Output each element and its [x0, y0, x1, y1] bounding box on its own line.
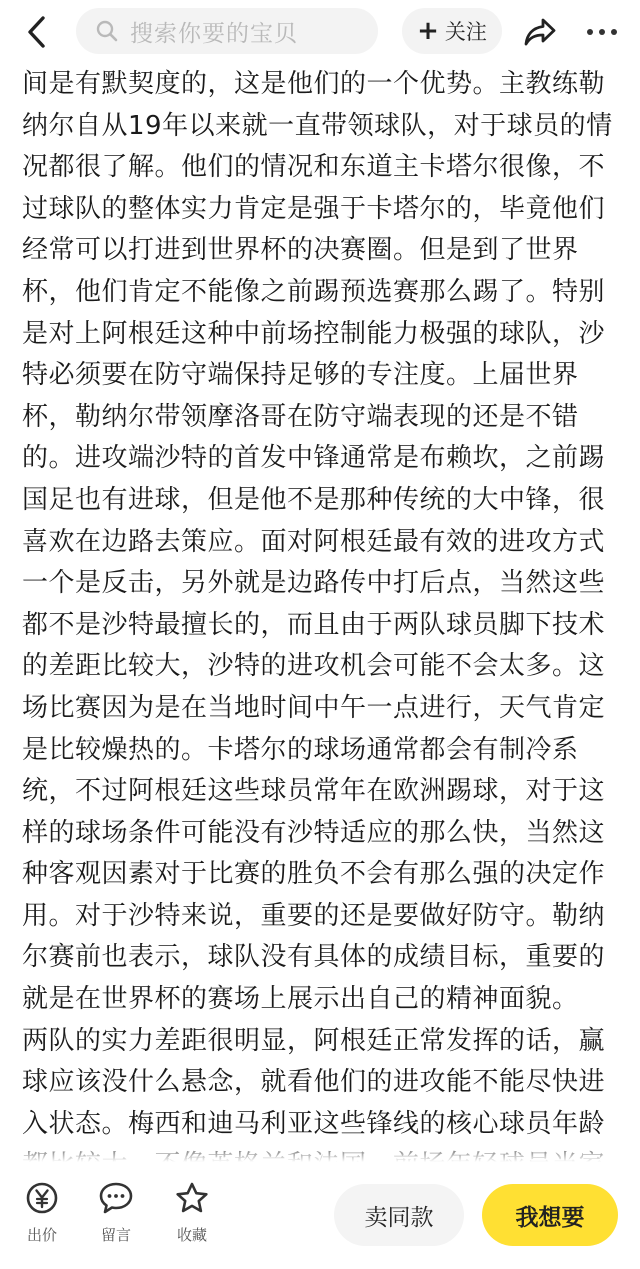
search-placeholder: 搜索你要的宝贝	[130, 20, 298, 47]
favorite-button[interactable]	[162, 1180, 222, 1245]
search-icon	[94, 18, 120, 44]
share-icon	[523, 17, 557, 47]
bid-button[interactable]	[12, 1180, 72, 1245]
star-icon	[174, 1180, 210, 1216]
favorite-label: 收藏	[176, 1226, 207, 1244]
comment-label: 留言	[100, 1226, 131, 1244]
comment-button[interactable]	[86, 1180, 146, 1245]
plus-icon: +	[417, 16, 439, 46]
yuan-coin-icon	[24, 1180, 60, 1216]
back-button[interactable]	[18, 14, 54, 50]
more-button[interactable]	[578, 12, 626, 52]
search-input[interactable]	[76, 8, 378, 54]
follow-label: 关注	[444, 20, 487, 44]
sell-same-button[interactable]: 卖同款	[334, 1184, 464, 1246]
top-bar	[0, 0, 640, 64]
more-icon-dot	[599, 29, 605, 35]
bid-label: 出价	[26, 1226, 57, 1244]
more-icon-dot	[587, 29, 593, 35]
article-paragraph: 间是有默契度的，这是他们的一个优势。主教练勒纳尔自从19年以来就一直带领球队，对于球员的情况都很了解。他们的情况和东道主卡塔尔很像，不过球队的整体实力肯定是强于卡塔尔的，毕竟他们经常可以打进到世界杯的决赛圈。但是到了世界杯，他们肯定不能像之前踢预选赛那么踢了。特别是对上阿根廷这种中前场控制能力极强的球队，沙特必须要在防守端保持足够的专注度。上届世界杯，勒纳尔带领摩洛哥在防守端表现的还是不错的。进攻端沙特的首发中锋通常是布赖坎，之前踢国足也有进球，但是他不是那种传统的大中锋，很喜欢在边路去策应。面对阿根廷最有效的进攻方式一个是反击，另外就是边路传中打后点，当然这些都不是沙特最擅长的，而且由于两队球员脚下技术的差距比较大，沙特的进攻机会可能不会太多。这场比赛因为是在当地时间中午一点进行，天气肯定是比较燥热的。卡塔尔的球场通常都会有制冷系统，不过阿根廷这些球员常年在欧洲踢球，对于这样的球场条件可能没有沙特适应的那么快，当然这种客观因素对于比赛的胜负不会有那么强的决定作用。对于沙特来说，重要的还是要做好防守。勒纳尔赛前也表示，球队没有具体的成绩目标，重要的就是在世界杯的赛场上展示出自己的精神面貌。	[22, 69, 613, 1015]
share-button[interactable]	[520, 12, 560, 52]
article-paragraph: 两队的实力差距很明显，阿根廷正常发挥的话，赢球应该没什么悬念，就看他们的进攻能不能尽快进入状态。梅西和迪马利亚这些锋线的核心球员年龄	[22, 1025, 606, 1139]
message-bubble-icon	[98, 1180, 134, 1216]
bottom-action-bar	[0, 1162, 640, 1269]
want-button[interactable]: 我想要	[482, 1184, 618, 1246]
more-icon-dot	[611, 29, 617, 35]
back-arrow-icon	[25, 15, 47, 49]
follow-button[interactable]	[402, 8, 502, 54]
article-body	[0, 64, 640, 1184]
